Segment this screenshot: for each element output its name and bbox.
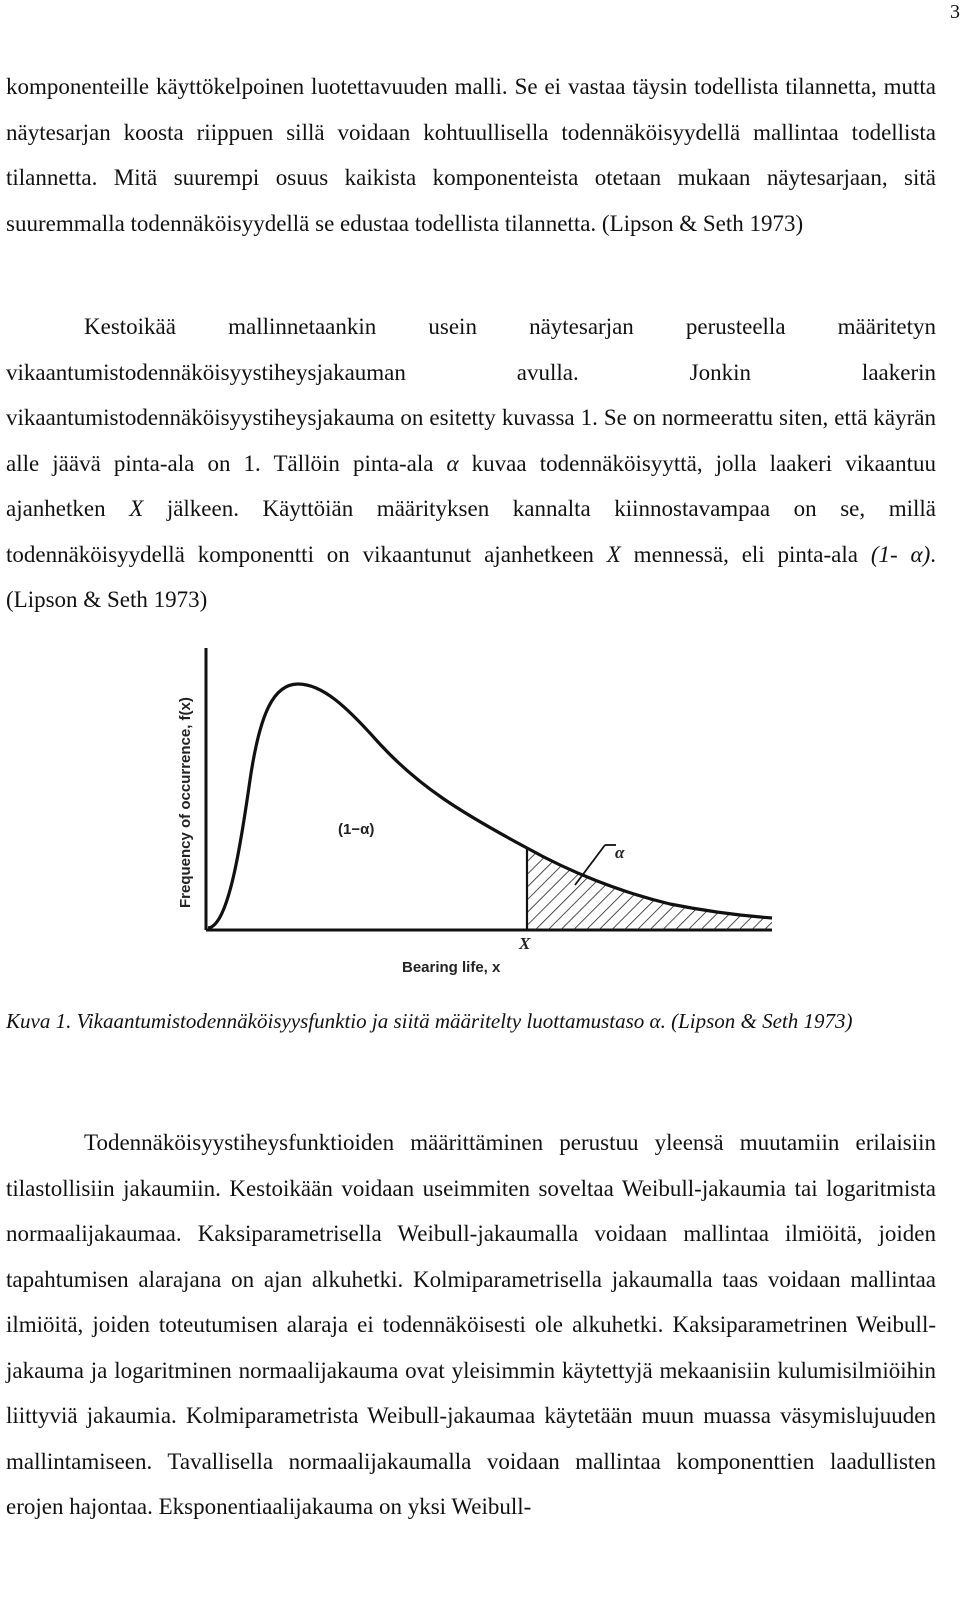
failure-density-diagram bbox=[150, 640, 820, 985]
caption-citation: (Lipson & Seth 1973) bbox=[671, 1009, 853, 1033]
area-left-label: (1−α) bbox=[338, 821, 375, 838]
density-curve bbox=[208, 684, 772, 928]
paragraph2-text-2: kuvaa todennäköisyyttä, jolla laakeri vikaantuu ajanhetken bbox=[6, 450, 936, 521]
paragraph2-text-5: . (Lipson & Seth 1973) bbox=[6, 541, 936, 612]
x-marker-label: X bbox=[519, 934, 531, 953]
x-axis-label: Bearing life, x bbox=[402, 959, 501, 976]
paragraph-reliability-model: komponenteille käyttökelpoinen luotettavuuden malli. Se ei vastaa täysin todellista tilannetta, mutta näytesarjan koosta riippuen sillä voidaan kohtuullisella todennäköisyydellä mallintaa todellista tilannetta. Mitä suurempi osuus kaikista komponenteista otetaan mukaan näytesarjaan, sitä suuremmalla todennäköisyydellä se edustaa todellista tilannetta. (Lipson & Seth 1973) bbox=[6, 74, 936, 236]
y-axis-label: Frequency of occurrence, f(x) bbox=[177, 697, 194, 908]
one-minus-alpha-symbol: (1- α) bbox=[870, 541, 931, 567]
alpha-symbol: α bbox=[446, 450, 459, 476]
paragraph-density-function bbox=[6, 304, 936, 623]
figure-caption bbox=[6, 1008, 936, 1035]
paragraph-distributions: Todennäköisyystiheysfunktioiden määrittäminen perustuu yleensä muutamiin erilaisiin tilastollisiin jakaumiin. Kestoikään voidaan useimmiten soveltaa Weibull-jakaumia tai logaritmista normaalijakaumaa. Kaksiparametrisella Weibull-jakaumalla voidaan mallintaa ilmiöitä, joiden tapahtumisen alarajana on ajan alkuhetki. Kolmiparametrisella jakaumalla taas voidaan mallintaa ilmiöitä, joiden toteutumisen alaraja ei todennäköisesti ole alkuhetki. Kaksiparametrinen Weibull-jakauma ja logaritminen normaalijakauma ovat yleisimmin käytettyjä mekaanisiin kulumisilmiöihin liittyviä jakaumia. Kolmiparametrista Weibull-jakaumaa käytetään muun muassa väsymislujuuden mallintamiseen. Tavallisella normaalijakaumalla voidaan mallintaa komponenttien laadullisten erojen hajontaa. Eksponentiaalijakauma on yksi Weibull- bbox=[6, 1130, 936, 1519]
paragraph2-text-1: Kestoikää mallinnetaankin usein näytesarjan perusteella määritetyn vikaantumistodennäköisyystiheysjakauman avulla. Jonkin laakerin vikaantumistodennäköisyystiheysjakauma on esitetty kuvassa 1. Se on normeerattu siten, että käyrän alle jäävä pinta-ala on 1. Tällöin pinta-ala bbox=[6, 314, 936, 476]
paragraph2-text-3: jälkeen. Käyttöiän määrityksen kannalta kiinnostavampaa on se, millä todennäköisyydellä komponentti on vikaantunut ajanhetkeen bbox=[6, 496, 936, 567]
area-right-label: α bbox=[615, 843, 625, 862]
page-number: 3 bbox=[950, 1, 960, 23]
figure-failure-density bbox=[150, 640, 820, 985]
time-x-symbol-2: X bbox=[606, 541, 621, 567]
caption-text: Kuva 1. Vikaantumistodennäköisyysfunktio ja siitä määritelty luottamustaso α. bbox=[6, 1009, 672, 1033]
time-x-symbol: X bbox=[129, 496, 144, 521]
alpha-area bbox=[527, 848, 772, 930]
paragraph2-text-4: mennessä, eli pinta-ala bbox=[620, 541, 871, 567]
